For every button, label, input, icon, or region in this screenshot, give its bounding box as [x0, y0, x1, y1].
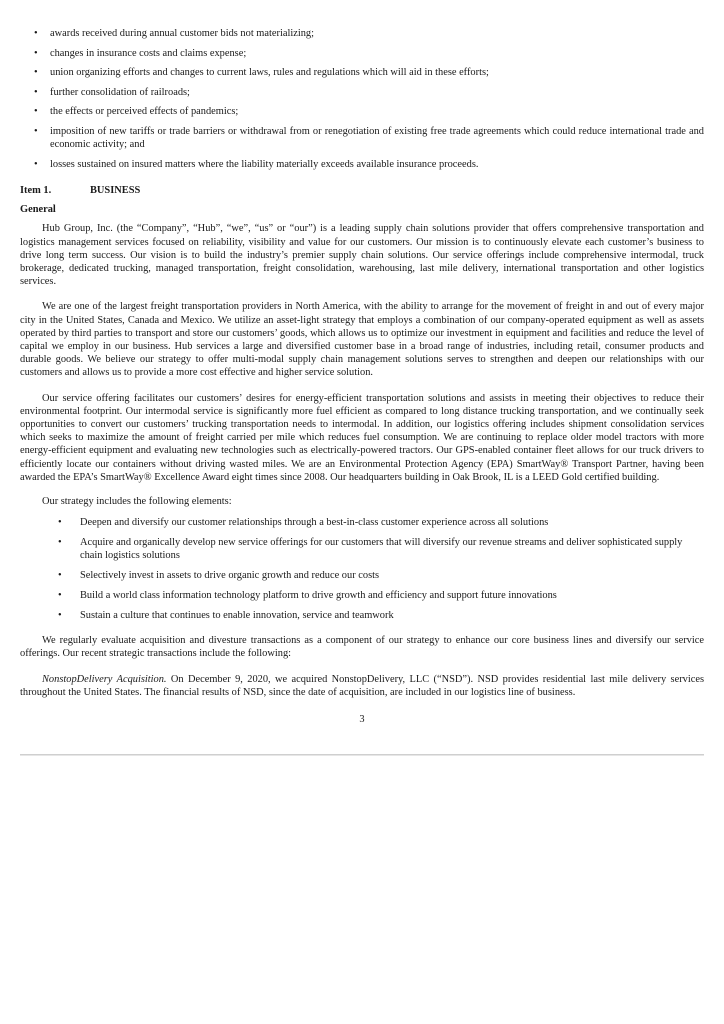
- strategy-intro: Our strategy includes the following elements:: [42, 496, 232, 508]
- bullet-icon: •: [34, 125, 38, 137]
- page-divider: [20, 754, 704, 755]
- list-item-text: losses sustained on insured matters where the liability materially exceeds available insurance proceeds.: [50, 158, 479, 170]
- bullet-icon: •: [34, 158, 38, 170]
- list-item: [20, 27, 704, 40]
- item-number: Item 1.: [20, 184, 52, 196]
- list-item: [20, 569, 704, 582]
- list-item: [20, 609, 704, 622]
- section-heading-general: General: [20, 204, 56, 216]
- nsd-text: On December 9, 2020, we acquired NonstopDelivery, LLC (“NSD”). NSD provides residential last mile delivery services throughout the United States. The financial results of NSD, since the date of acquisition, are included in our logistics line of business.: [20, 674, 705, 699]
- list-item-text: changes in insurance costs and claims expense;: [50, 47, 247, 59]
- list-item: [20, 536, 704, 562]
- document-page: [20, 27, 704, 726]
- list-item-text: Acquire and organically develop new service offerings for our customers that will diversify our revenue streams and deliver sophisticated supply chain logistics solutions: [80, 537, 683, 562]
- strategy-list: [20, 516, 704, 622]
- nsd-title: NonstopDelivery Acquisition.: [42, 674, 167, 686]
- paragraph-freight-provider: We are one of the largest freight transportation providers in North America, with the ability to arrange for the movement of freight in and out of every major city in the United States, Canada and Mexico. We utilize an asset-light strategy that employs a combination of our company-operated equipment as well as assets operated by third parties to transport and store our customers’ goods, which allows us to optimize our investment in equipment and facilities and reduce the level of capital we employ in our business. Hub services a large and diversified customer base in a broad range of industries, including retail, consumer products and durable goods. We believe our strategy to offer multi-modal supply chain management solutions serves to strengthen and deepen our relationships with our customers and allows us to provide a more cost effective and higher service solution.: [20, 301, 704, 379]
- item-title: BUSINESS: [90, 184, 141, 196]
- page-number: 3: [359, 713, 365, 725]
- list-item-text: the effects or perceived effects of pandemics;: [50, 106, 239, 118]
- list-item-text: union organizing efforts and changes to current laws, rules and regulations which will aid in these efforts;: [50, 67, 489, 79]
- list-item: [20, 158, 704, 171]
- paragraph-acquisitions: We regularly evaluate acquisition and divesture transactions as a component of our strategy to enhance our core business lines and diversify our service offerings. Our recent strategic transactions include the following:: [20, 634, 704, 660]
- list-item: [20, 86, 704, 99]
- bullet-icon: •: [58, 609, 62, 621]
- paragraph-nsd-acquisition: [20, 673, 704, 699]
- list-item: [20, 516, 704, 529]
- list-item-text: Deepen and diversify our customer relationships through a best-in-class customer experience across all solutions: [80, 517, 549, 529]
- bullet-icon: •: [34, 67, 38, 79]
- paragraph-energy-efficiency: Our service offering facilitates our customers’ desires for energy-efficient transportation solutions and assists in meeting their objectives to reduce their environmental footprint. Our intermodal service is significantly more fuel efficient as compared to long distance trucking transportation, and we continually seek opportunities to convert our customers’ trucking transportation needs to intermodal. In addition, our logistics offering includes shipment consolidation services which seeks to maximize the amount of freight carried per mile which reduces fuel consumption. We are continuing to replace older model tractors with more energy-efficient equipment and evaluating new technologies such as electrically-powered tractors. Our GPS-enabled container fleet allows for our truck drivers to efficiently locate our containers without driving wasted miles. We are an Environmental Protection Agency (EPA) SmartWay® Transport Partner, having been awarded the EPA’s SmartWay® Excellence Award eight times since 2008. Our headquarters building in Oak Brook, IL is a LEED Gold certified building.: [20, 392, 704, 483]
- bullet-icon: •: [34, 28, 38, 39]
- list-item-text: awards received during annual customer bids not materializing;: [50, 28, 315, 39]
- risk-factor-list: [20, 27, 704, 171]
- bullet-icon: •: [58, 570, 62, 582]
- bullet-icon: •: [58, 589, 62, 601]
- list-item-text: Selectively invest in assets to drive organic growth and reduce our costs: [80, 570, 380, 582]
- list-item: [20, 47, 704, 60]
- list-item: [20, 105, 704, 118]
- list-item-text: Sustain a culture that continues to enable innovation, service and teamwork: [80, 609, 394, 621]
- paragraph-company-overview: Hub Group, Inc. (the “Company”, “Hub”, “we”, “us” or “our”) is a leading supply chain solutions provider that offers comprehensive transportation and logistics management services focused on reliability, visibility and value for our customers. Our mission is to continuously elevate each customer’s business to drive long term success. Our vision is to build the industry’s premier supply chain solutions. Our service offerings include comprehensive intermodal, truck brokerage, dedicated trucking, managed transportation, freight consolidation, warehousing, last mile delivery, international transportation and other logistics services.: [20, 223, 704, 288]
- list-item: [20, 66, 704, 79]
- list-item-text: further consolidation of railroads;: [50, 86, 190, 98]
- item-heading: [20, 184, 704, 197]
- list-item-text: imposition of new tariffs or trade barriers or withdrawal from or renegotiation of existing free trade agreements which could reduce international trade and economic activity; and: [50, 125, 704, 151]
- bullet-icon: •: [34, 47, 38, 59]
- list-item: [20, 125, 704, 151]
- bullet-icon: •: [58, 517, 62, 529]
- bullet-icon: •: [34, 106, 38, 118]
- bullet-icon: •: [34, 86, 38, 98]
- list-item-text: Build a world class information technology platform to drive growth and efficiency and support future innovations: [80, 589, 557, 601]
- list-item: [20, 589, 704, 602]
- bullet-icon: •: [58, 537, 62, 549]
